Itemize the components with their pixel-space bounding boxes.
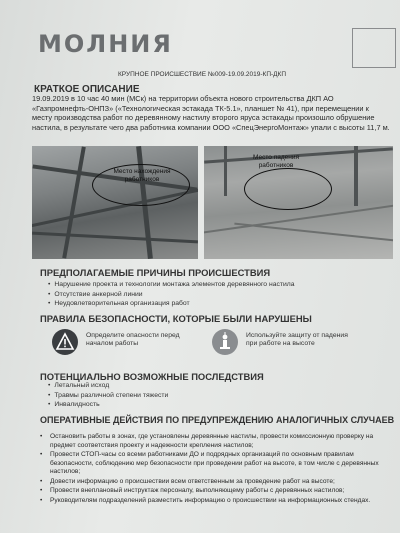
list-item: • Провести внеплановый инструктаж персоналу, выполняющему работы с деревянных настилов; [40, 487, 390, 496]
consequences-title: ПОТЕНЦИАЛЬНО ВОЗМОЖНЫЕ ПОСЛЕДСТВИЯ [40, 371, 264, 382]
list-item: • Отсутствие анкерной линии [48, 290, 295, 300]
causes-list [48, 280, 295, 309]
fall-location-label: Место падения работников [253, 154, 299, 169]
list-item: • Довести информацию о происшествии всем ответственным за проведение работ на высоте; [40, 478, 390, 487]
warning-icon [52, 329, 78, 355]
workers-location-label: Место нахождения работников [113, 168, 171, 183]
list-item: • Инвалидность [48, 400, 168, 410]
corner-frame [352, 28, 396, 68]
actions-title: ОПЕРАТИВНЫЕ ДЕЙСТВИЯ ПО ПРЕДУПРЕЖДЕНИЮ АНАЛОГИЧНЫХ СЛУЧАЕВ [40, 415, 395, 425]
incident-photo-fall-location [204, 146, 393, 259]
list-item: • Провести СТОП-часы со всеми работниками ДО и подрядных организаций по основным правилам безопасности, соблюдению мер безопасности при проведении работ на высоте, в том числе с деревянных настилов; [40, 451, 390, 477]
incident-photo-workers-location [32, 146, 198, 259]
fall-protection-icon [212, 329, 238, 355]
list-item: • Травмы различной степени тяжести [48, 391, 168, 401]
incident-number: КРУПНОЕ ПРОИСШЕСТВИЕ №009-19.09.2019-КП-ДКП [118, 71, 287, 78]
causes-title: ПРЕДПОЛАГАЕМЫЕ ПРИЧИНЫ ПРОИСШЕСТВИЯ [40, 267, 271, 278]
rule-hazards [52, 329, 202, 371]
molniya-logo: МОЛНИЯ [38, 30, 173, 58]
list-item: • Летальный исход [48, 381, 168, 391]
fall-location-marker [244, 168, 332, 210]
rule-hazards-text: Определите опасности перед началом работы [86, 332, 180, 348]
list-item: • Остановить работы в зонах, где установлены деревянные настилы, провести комиссионную проверку на предмет соответствия проекту и надежности крепления настилов; [40, 433, 390, 450]
list-item: • Руководителям подразделений разместить информацию о происшествии на информационных стендах. [40, 497, 390, 506]
list-item: • Нарушение проекта и технологии монтажа элементов деревянного настила [48, 280, 295, 290]
actions-list [40, 433, 390, 506]
summary-title: КРАТКОЕ ОПИСАНИЕ [34, 84, 140, 95]
summary-text: 19.09.2019 в 10 час 40 мин (МСк) на территории объекта нового строительства ДКП АО «Газпромнефть-ОНПЗ» («Технологическая эстакада ТК-5.1», планшет № 41), при перемещении к месту производства работ по деревянному настилу второго яруса эстакады произошло обрушение настила, в результате чего два работника компании ООО «СпецЭнергоМонтаж» упали с высоты 11,7 м. [32, 94, 390, 132]
rule-fall-protection [212, 329, 392, 371]
list-item: • Неудовлетворительная организация работ [48, 299, 295, 309]
rule-fall-protection-text: Используйте защиту от падения при работе на высоте [246, 332, 348, 348]
consequences-list [48, 381, 168, 410]
rules-title: ПРАВИЛА БЕЗОПАСНОСТИ, КОТОРЫЕ БЫЛИ НАРУШЕНЫ [40, 313, 312, 324]
